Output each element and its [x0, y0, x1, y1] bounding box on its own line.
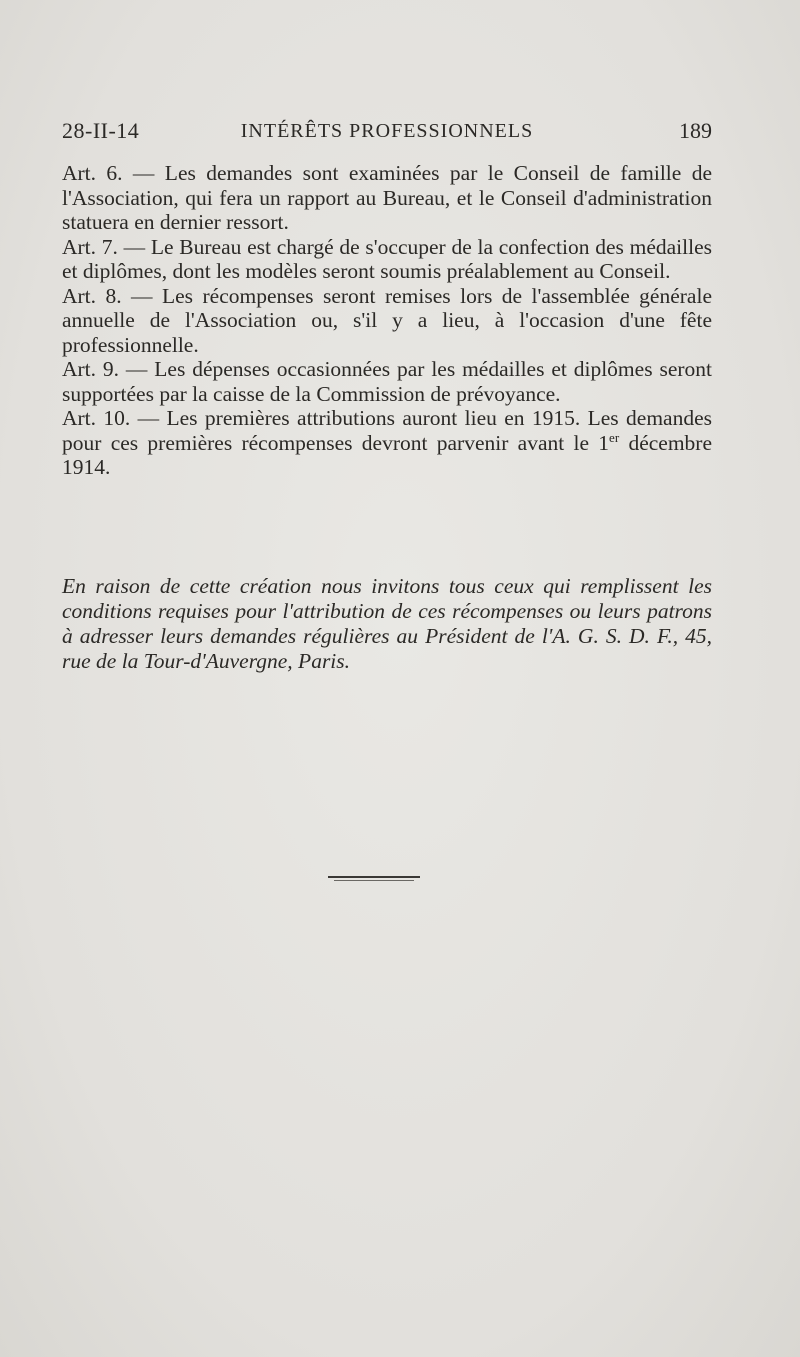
article-10-date-sup: er	[609, 429, 620, 445]
article-6: Art. 6. — Les demandes sont examinées par le Conseil de famille de l'Association, qui fera un rapport au Bureau, et le Conseil d'administration statuera en dernier ressort.	[62, 161, 712, 234]
page-number: 189	[679, 118, 712, 143]
notice-paragraph	[62, 574, 712, 674]
article-8: Art. 8. — Les récompenses seront remises lors de l'assemblée générale annuelle de l'Association ou, s'il y a lieu, à l'occasion d'une fête professionnelle.	[62, 283, 712, 357]
article-10-text: Art. 10. — Les premières attributions auront lieu en 1915. Les demandes pour ces premières récompenses devront parvenir avant le	[62, 406, 712, 455]
running-header	[62, 118, 712, 150]
article-9: Art. 9. — Les dépenses occasionnées par les médailles et diplômes seront supportées par la caisse de la Commission de prévoyance.	[62, 357, 712, 406]
section-rule-thin	[334, 880, 414, 881]
header-title: INTÉRÊTS PROFESSIONNELS	[240, 120, 534, 142]
article-10-date-tail: décembre 1914.	[62, 430, 712, 479]
article-7: Art. 7. — Le Bureau est chargé de s'occuper de la confection des médailles et diplômes, dont les modèles seront soumis préalablement au Conseil.	[62, 234, 712, 283]
articles-body	[62, 161, 712, 480]
section-rule	[328, 876, 420, 878]
article-10	[62, 406, 712, 480]
notice-text: En raison de cette création nous invitons tous ceux qui remplissent les conditions requises pour l'attribution de ces récompenses ou leurs patrons à adresser leurs demandes régulières au Président de l'A. G. S. D. F., 45, rue de la Tour-d'Auvergne, Paris.	[62, 574, 712, 673]
header-date: 28-II-14	[62, 118, 140, 143]
article-10-date-num: 1	[598, 430, 610, 455]
